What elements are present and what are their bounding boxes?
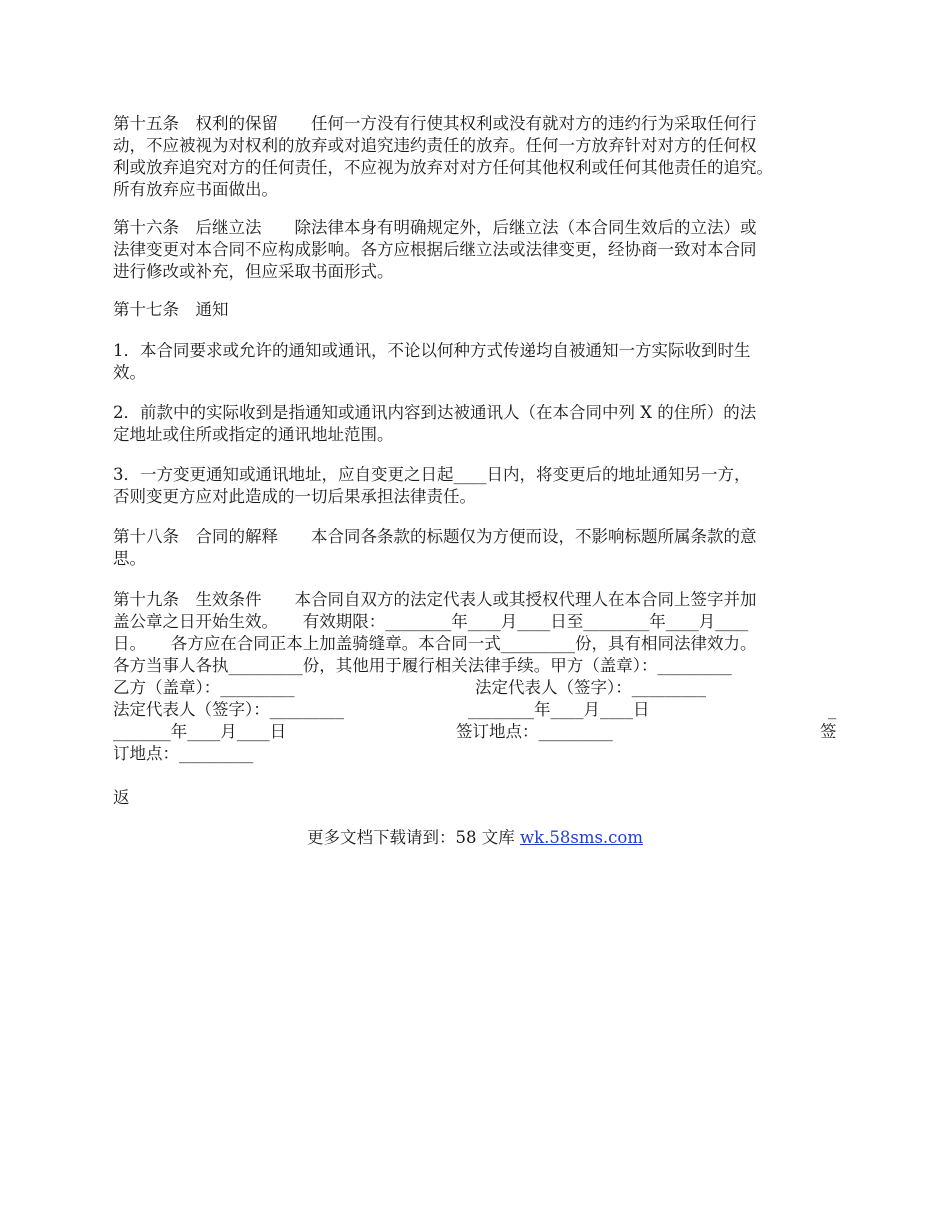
article-16-line-1: 第十六条 后继立法 除法律本身有明确规定外，后继立法（本合同生效后的立法）或 [113,218,757,237]
article-19 [113,589,841,677]
signing-date-b: _______年____月____日 [113,722,287,741]
legal-rep-signature-a: 法定代表人（签字）：_________ [475,678,706,697]
party-b-seal: 乙方（盖章）：_________ [113,678,295,697]
article-19-line-3: 日。 各方应在合同正本上加盖骑缝章。本合同一式_________份，具有相同法律效力。 [113,634,757,653]
article-19-line-1: 第十九条 生效条件 本合同自双方的法定代表人或其授权代理人在本合同上签字并加 [113,590,757,609]
article-17-item-1 [113,340,841,384]
signing-date-a: ________年____月____日 [468,700,650,719]
article-17-item-2-line-2: 定地址或住所或指定的通讯地址范围。 [113,425,394,444]
article-16 [113,217,841,283]
article-18 [113,526,841,570]
article-15-line-3: 利或放弃追究对方的任何责任，不应视为放弃对对方任何其他权利或任何其他责任的追究。 [113,158,773,177]
back-text: 返 [113,788,130,807]
article-16-line-2: 法律变更对本合同不应构成影响。各方应根据后继立法或法律变更，经协商一致对本合同 [113,240,757,259]
footer-prefix: 更多文档下载请到：58 文库 [306,828,520,847]
article-19-line-4: 各方当事人各执_________份，其他用于履行相关法律手续。甲方（盖章）：_________ [113,656,732,675]
article-15-line-2: 动，不应被视为对权利的放弃或对追究违约责任的放弃。任何一方放弃针对对方的任何权 [113,136,757,155]
article-17-heading-text: 第十七条 通知 [113,300,229,319]
article-17-item-3-line-2: 否则变更方应对此造成的一切后果承担法律责任。 [113,487,476,506]
article-17-item-3-line-1: 3．一方变更通知或通讯地址，应自变更之日起____日内，将变更后的地址通知另一方， [113,465,751,484]
article-17-item-1-line-1: 1．本合同要求或允许的通知或通讯，不论以何种方式传递均自被通知一方实际收到时生 [113,341,751,360]
article-15 [113,113,841,201]
article-19-line-2: 盖公章之日开始生效。 有效期限：________年____月____日至________年____月____ [113,612,749,631]
signing-place-b-end: 订地点：_________ [113,744,254,763]
signing-place-a: 签订地点：_________ [456,722,613,741]
article-15-line-4: 所有放弃应书面做出。 [113,180,278,199]
article-15-line-1: 第十五条 权利的保留 任何一方没有行使其权利或没有就对方的违约行为采取任何行 [113,114,757,133]
trailing-underscore: _ [828,700,837,719]
legal-rep-signature-b: 法定代表人（签字）：_________ [113,700,344,719]
footer [0,827,950,849]
article-17-item-2 [113,402,841,446]
article-17-heading [113,299,841,321]
article-16-line-3: 进行修改或补充，但应采取书面形式。 [113,262,394,281]
article-18-line-2: 思。 [113,549,146,568]
article-17-item-2-line-1: 2．前款中的实际收到是指通知或通讯内容到达被通讯人（在本合同中列 X 的住所）的法 [113,403,757,422]
article-17-item-1-line-2: 效。 [113,363,146,382]
article-17-item-3 [113,464,841,508]
footer-link[interactable]: wk.58sms.com [519,828,643,847]
signing-place-b-start: 签 [820,722,837,741]
article-18-line-1: 第十八条 合同的解释 本合同各条款的标题仅为方便而设，不影响标题所属条款的意 [113,527,757,546]
